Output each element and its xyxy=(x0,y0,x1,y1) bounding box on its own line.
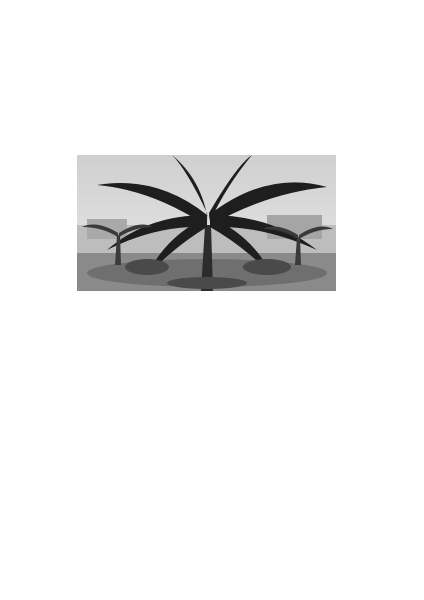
palm-trees-image xyxy=(77,155,336,291)
historical-photo xyxy=(77,155,336,291)
marriage-list-1903-1905 xyxy=(56,314,382,596)
